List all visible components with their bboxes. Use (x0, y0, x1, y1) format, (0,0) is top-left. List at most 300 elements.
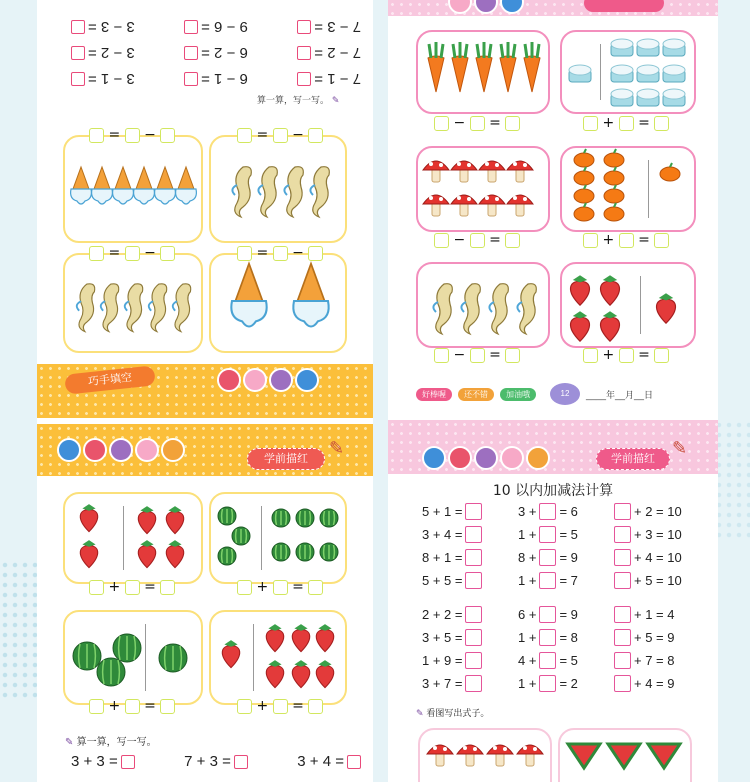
mushroom-icon (517, 745, 543, 766)
picture-frame-strawberry (63, 492, 203, 584)
picture-frame-mushroom (418, 728, 552, 782)
page-footer (416, 385, 716, 403)
picture-frame-strawberry (209, 610, 347, 705)
answer-box[interactable] (539, 606, 556, 623)
exercise-item (614, 526, 712, 543)
face-icon (217, 368, 241, 392)
ice-cream-icon-group (65, 137, 201, 241)
seahorse-icon (101, 284, 119, 332)
pumpkin-icon (660, 163, 680, 181)
cake-icon-group (562, 32, 694, 112)
expression-text: + 2 = 10 (634, 504, 682, 519)
strawberry-icon (601, 311, 620, 341)
answer-box[interactable] (71, 46, 85, 60)
answer-box[interactable] (614, 572, 631, 589)
exercise-item (422, 526, 518, 543)
seahorse-icon (433, 284, 452, 334)
pencil-icon: ✎ (329, 438, 345, 458)
answer-box[interactable] (71, 72, 85, 86)
answer-box[interactable] (297, 46, 311, 60)
mushroom-icon-group (420, 730, 550, 782)
expression-text: 1 + (518, 676, 537, 691)
answer-box[interactable] (297, 72, 311, 86)
face-icons (448, 0, 524, 14)
strawberry-icon (657, 293, 676, 323)
expression-text: 6 + (518, 607, 537, 622)
exercise-item (71, 19, 135, 36)
equation-row: + = (583, 232, 669, 248)
cake-icon (663, 39, 685, 56)
strawberry-icon (266, 624, 283, 652)
watermelon-icon (272, 509, 290, 527)
exercise-item (422, 629, 518, 646)
exercise-item (518, 652, 614, 669)
exercise-item (422, 675, 518, 692)
exercise-item (518, 675, 614, 692)
picture-frame-seahorse (63, 253, 203, 353)
watermelon-icon (218, 507, 236, 525)
seahorse-icon (258, 167, 277, 217)
exercise-item (422, 652, 518, 669)
answer-box[interactable] (465, 606, 482, 623)
seahorse-icon (77, 284, 95, 332)
exercise-item (297, 71, 361, 88)
watermelon-icon (159, 644, 187, 672)
cake-icon (611, 89, 633, 106)
watermelon-icon (97, 658, 125, 686)
strawberry-icon (571, 275, 590, 305)
expression-text: 8 + (518, 550, 537, 565)
equation-row: + = (89, 698, 175, 714)
expression-text: 1 + (518, 527, 537, 542)
watermelon-icon (232, 527, 250, 545)
cake-icon (637, 39, 659, 56)
banner-band (388, 420, 718, 474)
face-icon (448, 446, 472, 470)
answer-box[interactable] (539, 572, 556, 589)
strawberry-icon (80, 540, 97, 568)
expression-text: + 3 = 10 (634, 527, 682, 542)
expression-text: + 7 = 8 (634, 653, 675, 668)
expression-text: + 4 = 10 (634, 550, 682, 565)
mushroom-icon (487, 745, 513, 766)
expression-text: = 6 (559, 504, 578, 519)
answer-box[interactable] (184, 20, 198, 34)
face-icons (422, 446, 550, 470)
picture-frame-ice-cream (209, 253, 347, 353)
answer-box[interactable] (539, 526, 556, 543)
picture-frame-watermelon (209, 492, 347, 584)
strawberry-icon (166, 506, 183, 533)
exercise-item (614, 629, 712, 646)
strawberry-icon (292, 624, 309, 652)
equation-row: + = (237, 698, 323, 714)
answer-box[interactable] (121, 755, 135, 769)
picture-frame-cake (560, 30, 696, 114)
worksheet-title: 10 以内加减法计算 (492, 483, 614, 499)
ice-cream-icon (134, 167, 155, 204)
expression-text: 3 + (518, 504, 537, 519)
cake-icon (663, 89, 685, 106)
instruction-bottom: ✎ 算一算，写一写。 (65, 737, 157, 748)
exercise-row (422, 546, 712, 569)
watermelon-icon (296, 509, 314, 527)
expression-text: 1 + 9 = (422, 653, 463, 668)
ice-cream-icon (176, 167, 197, 204)
cake-icon (663, 65, 685, 82)
answer-box[interactable] (614, 526, 631, 543)
pumpkin-icon (604, 167, 624, 185)
cake-icon (611, 65, 633, 82)
picture-frame-watermelon (558, 728, 692, 782)
exercise-item (422, 503, 518, 520)
banner-band-top (388, 0, 718, 16)
seahorse-icon-group (418, 264, 548, 346)
face-icon (422, 446, 446, 470)
banner-band-lower (37, 424, 373, 476)
answer-box[interactable] (539, 629, 556, 646)
carrot-icon-group (418, 32, 548, 112)
answer-box[interactable] (465, 652, 482, 669)
mushroom-icon (451, 195, 477, 216)
cake-icon (611, 39, 633, 56)
expression-text: = 9 (559, 550, 578, 565)
mushroom-icon (423, 195, 449, 216)
seahorse-icon (284, 167, 303, 217)
ice-cream-icon (92, 167, 113, 204)
face-icon (295, 368, 319, 392)
exercise-item (614, 652, 712, 669)
watermelon-icon (320, 509, 338, 527)
instruction-top: 算一算，写一写。 ✎ (257, 96, 340, 106)
answer-box[interactable] (539, 675, 556, 692)
answer-box[interactable] (539, 652, 556, 669)
face-icon (474, 446, 498, 470)
picture-frame-seahorse (416, 262, 550, 348)
exercise-item (518, 606, 614, 623)
exercise-item (184, 71, 248, 88)
ice-cream-icon (113, 167, 134, 204)
answer-box[interactable] (71, 20, 85, 34)
exercise-item (614, 675, 712, 692)
face-icons (217, 368, 319, 392)
watermelon-icon-group (560, 730, 690, 782)
exercise-item (422, 572, 518, 589)
picture-frame-strawberry (560, 262, 696, 348)
pencil-icon: ✎ (331, 96, 340, 106)
equation-row: + = (237, 579, 323, 595)
seahorse-icon (149, 284, 167, 332)
strawberry-icon (316, 660, 333, 688)
expression-text: 1 + (518, 630, 537, 645)
expression-text: 9 − 6 = (201, 18, 248, 36)
exercise-item (297, 19, 361, 36)
carrot-icon (524, 42, 540, 92)
answer-box[interactable] (539, 549, 556, 566)
watermelon-icon (648, 744, 680, 768)
date-line: ____年__月__日 (586, 389, 654, 400)
mushroom-icon (423, 161, 449, 182)
mushroom-icon (427, 745, 453, 766)
left-page (37, 0, 373, 782)
ice-cream-icon (293, 264, 328, 327)
exercise-item (614, 572, 712, 589)
pencil-icon: ✎ (65, 737, 74, 748)
face-icon (500, 446, 524, 470)
pumpkin-icon (574, 167, 594, 185)
watermelon-icon-group (65, 612, 201, 703)
exercise-row (422, 626, 712, 649)
equation-row: − = (434, 347, 520, 363)
seahorse-icon (232, 167, 251, 217)
answer-box[interactable] (184, 72, 198, 86)
banner-label-upper: 巧手填空 (64, 365, 156, 394)
expression-text: + 1 = 4 (634, 607, 675, 622)
expression-text: + 5 = 9 (634, 630, 675, 645)
mushroom-icon (507, 195, 533, 216)
exercise-row (422, 603, 712, 626)
answer-box[interactable] (184, 46, 198, 60)
exercise-item (71, 45, 135, 62)
exercise-item (518, 549, 614, 566)
banner-label: 学前描红 (596, 448, 670, 470)
exercise-row (71, 14, 361, 40)
answer-box[interactable] (614, 652, 631, 669)
banner-label-top (584, 0, 664, 12)
answer-box[interactable] (614, 675, 631, 692)
seahorse-icon (489, 284, 508, 334)
expression-text: 3 − 3 = (88, 18, 135, 36)
expression-text: = 8 (559, 630, 578, 645)
face-icon (83, 438, 107, 462)
pumpkin-icon-group (562, 148, 694, 230)
exercise-item (518, 629, 614, 646)
answer-box[interactable] (465, 675, 482, 692)
expression-text: 1 + (518, 573, 537, 588)
face-icon (109, 438, 133, 462)
expression-text: = 2 (559, 676, 578, 691)
exercise-item (614, 503, 712, 520)
ice-cream-icon (155, 167, 176, 204)
exercise-item: 3 + 4 = (297, 753, 361, 770)
watermelon-icon (73, 642, 101, 670)
mushroom-icon-group (418, 148, 548, 230)
exercise-item (614, 606, 712, 623)
pumpkin-icon (604, 149, 624, 167)
exercise-item (614, 549, 712, 566)
exercise-item (71, 71, 135, 88)
expression-text: + 4 = 9 (634, 676, 675, 691)
cake-icon (637, 89, 659, 106)
strawberry-icon (601, 275, 620, 305)
answer-box[interactable] (465, 572, 482, 589)
mushroom-icon (479, 161, 505, 182)
expression-text: 6 − 1 = (201, 70, 248, 88)
equation-row: − = (434, 115, 520, 131)
expression-text: 7 − 1 = (314, 70, 361, 88)
pumpkin-icon (574, 185, 594, 203)
exercise-item: 3 + 3 = (71, 753, 135, 770)
strawberry-icon-group (65, 494, 201, 582)
watermelon-icon (113, 634, 141, 662)
equation-row: + = (89, 579, 175, 595)
exercise-row (422, 672, 712, 695)
expression-text: 3 − 2 = (88, 44, 135, 62)
expression-text: 7 − 2 = (314, 44, 361, 62)
pencil-icon: ✎ (416, 709, 424, 719)
picture-frame-pumpkin (560, 146, 696, 232)
answer-box[interactable] (465, 526, 482, 543)
expression-text: = 7 (559, 573, 578, 588)
ice-cream-icon-group (211, 255, 345, 351)
arithmetic-block-2 (422, 603, 712, 695)
expression-text: 3 + 7 = (422, 676, 463, 691)
strawberry-icon (266, 660, 283, 688)
strawberry-icon (138, 506, 155, 533)
expression-text: 8 + 1 = (422, 550, 463, 565)
equation-row: + = (583, 115, 669, 131)
face-icon (135, 438, 159, 462)
ice-cream-icon (71, 167, 92, 204)
equation-row: = − (89, 245, 175, 261)
answer-box[interactable] (614, 629, 631, 646)
banner-label-lower: 学前描红 (247, 448, 325, 470)
equation-row: = − (237, 245, 323, 261)
expression-text: = 9 (559, 607, 578, 622)
face-icons (57, 438, 185, 462)
exercise-row (71, 66, 361, 92)
answer-box[interactable] (539, 503, 556, 520)
carrot-icon (428, 42, 444, 92)
watermelon-icon (320, 543, 338, 561)
pumpkin-icon (574, 203, 594, 221)
strawberry-icon (316, 624, 333, 652)
carrot-icon (500, 42, 516, 92)
exercise-item (184, 45, 248, 62)
expression-text: 3 + 4 = (422, 527, 463, 542)
subtraction-grid (71, 14, 361, 92)
face-icon (500, 0, 524, 14)
answer-box[interactable] (614, 549, 631, 566)
carrot-icon (452, 42, 468, 92)
picture-frame-carrot (416, 30, 550, 114)
watermelon-icon (218, 547, 236, 565)
banner-band-upper (37, 364, 373, 418)
seahorse-icon-group (65, 255, 201, 351)
equation-row: = − (237, 127, 323, 143)
watermelon-icon (296, 543, 314, 561)
badge-great: 好棒喔 (416, 388, 452, 401)
answer-box[interactable] (234, 755, 248, 769)
face-icon (57, 438, 81, 462)
seahorse-icon (461, 284, 480, 334)
exercise-item (422, 549, 518, 566)
picture-frame-seahorse (209, 135, 347, 243)
exercise-row (71, 40, 361, 66)
seahorse-icon (310, 167, 329, 217)
mushroom-icon (507, 161, 533, 182)
expression-text: = 5 (559, 527, 578, 542)
seahorse-icon (125, 284, 143, 332)
expression-text: 5 + 1 = (422, 504, 463, 519)
expression-text: 3 − 1 = (88, 70, 135, 88)
answer-box[interactable] (347, 755, 361, 769)
carrot-icon (476, 42, 492, 92)
exercise-row (422, 649, 712, 672)
expression-text: 5 + 5 = (422, 573, 463, 588)
exercise-row (422, 569, 712, 592)
expression-text: 7 − 3 = (314, 18, 361, 36)
pumpkin-icon (604, 203, 624, 221)
answer-box[interactable] (614, 606, 631, 623)
mushroom-icon (457, 745, 483, 766)
badge-good: 还不错 (458, 388, 494, 401)
exercise-row (422, 523, 712, 546)
page-number: 12 (550, 383, 580, 405)
arithmetic-block-1 (422, 500, 712, 592)
face-icon (448, 0, 472, 14)
background-dots (0, 560, 40, 700)
exercise-row (422, 500, 712, 523)
pumpkin-icon (574, 149, 594, 167)
strawberry-icon-group (562, 264, 694, 346)
exercise-item (518, 572, 614, 589)
pumpkin-icon (604, 185, 624, 203)
pencil-icon: ✎ (672, 438, 688, 458)
mushroom-icon (479, 195, 505, 216)
exercise-item (518, 503, 614, 520)
face-icon (243, 368, 267, 392)
ice-cream-icon (231, 264, 266, 327)
exercise-item (184, 19, 248, 36)
answer-box[interactable] (297, 20, 311, 34)
picture-frame-mushroom (416, 146, 550, 232)
seahorse-icon (517, 284, 536, 334)
exercise-item (297, 45, 361, 62)
strawberry-icon (138, 540, 155, 568)
picture-frame-ice-cream (63, 135, 203, 243)
background-dots-right (714, 420, 750, 540)
answer-box[interactable] (465, 503, 482, 520)
exercise-item: 7 + 3 = (184, 753, 248, 770)
answer-box[interactable] (465, 629, 482, 646)
strawberry-icon (292, 660, 309, 688)
seahorse-icon-group (211, 137, 345, 241)
expression-text: 6 − 2 = (201, 44, 248, 62)
strawberry-icon-group (211, 612, 345, 703)
cake-icon (569, 65, 591, 82)
equation-row: − = (434, 232, 520, 248)
expression-text: 3 + 5 = (422, 630, 463, 645)
answer-box[interactable] (614, 503, 631, 520)
right-page (388, 0, 718, 782)
picture-frame-watermelon (63, 610, 203, 705)
expression-text: = 5 (559, 653, 578, 668)
strawberry-icon (571, 311, 590, 341)
answer-box[interactable] (465, 549, 482, 566)
cake-icon (637, 65, 659, 82)
equation-row: + = (583, 347, 669, 363)
exercise-item (518, 526, 614, 543)
mushroom-icon (451, 161, 477, 182)
exercise-item (422, 606, 518, 623)
expression-text: + 5 = 10 (634, 573, 682, 588)
watermelon-icon (608, 744, 640, 768)
face-icon (474, 0, 498, 14)
watermelon-icon-group (211, 494, 345, 582)
face-icon (526, 446, 550, 470)
watermelon-icon (272, 543, 290, 561)
